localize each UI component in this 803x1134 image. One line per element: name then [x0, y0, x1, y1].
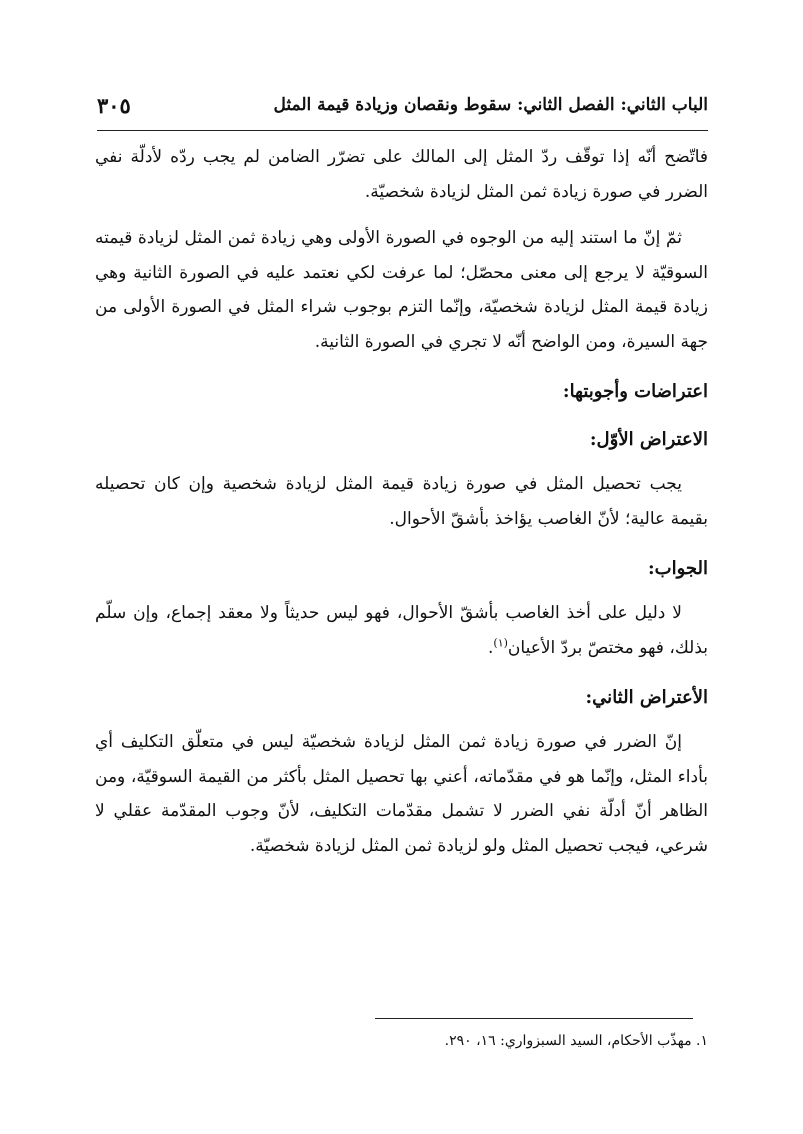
footnote: ١. مهذّب الأحكام، السيد السبزواري: ١٦، ٢٩٠.: [444, 1033, 708, 1049]
paragraph-first-objection: يجب تحصيل المثل في صورة زيادة قيمة المثل لزيادة شخصية وإن كان تحصيله بقيمة عالية؛ لأنّ الغاصب يؤاخذ بأشقّ الأحوال.: [95, 474, 708, 529]
heading-first-objection: الاعتراض الأوّل:: [589, 429, 708, 450]
paragraph-second-objection: إنّ الضرر في صورة زيادة ثمن المثل لزيادة شخصيّة ليس في متعلّق التكليف أي بأداء المثل، وإنّما هو في مقدّماته، أعني بها تحصيل المثل بأكثر من القيمة السوقيّة، ومن الظاهر أنّ أدلّة نفي الضرر لا تشمل مقدّمات التكليف، لأنّ وجوب المقدّمة عقلي لا شرعي، فيجب تحصيل المثل ولو لزيادة ثمن المثل لزيادة شخصيّة.: [95, 732, 708, 856]
paragraph-conclusion: فاتّضح أنّه إذا توقّف ردّ المثل إلى المالك على تضرّر الضامن لم يجب ردّه لأدلّة نفي الضرر في صورة زيادة ثمن المثل لزيادة شخصيّة.: [95, 147, 708, 202]
paragraph-gap: [95, 209, 708, 221]
footnote-reference[interactable]: (١): [493, 635, 508, 649]
heading-answer: الجواب:: [648, 558, 708, 579]
paragraph-gap: [95, 665, 708, 677]
heading-objections: اعتراضات وأجوبتها:: [562, 381, 708, 402]
footnote-rule: [375, 1018, 693, 1019]
paragraph-answer-text: لا دليل على أخذ الغاصب بأشقّ الأحوال، فهو ليس حديثاً ولا معقد إجماع، وإن سلّم بذلك، فهو مختصّ بردّ الأعيان: [95, 603, 708, 658]
paragraph-gap: [95, 359, 708, 371]
heading-second-objection: الأعتراض الثاني:: [585, 687, 708, 708]
paragraph-answer: [95, 596, 708, 665]
paragraph-argument: ثمّ إنّ ما استند إليه من الوجوه في الصورة الأولى وهي زيادة ثمن المثل لزيادة قيمته السوقيّة لا يرجع إلى معنى محصّل؛ لما عرفت لكي نعتمد عليه في الصورة الثانية وهي زيادة قيمة المثل لزيادة شخصيّة، وإنّما التزم بوجوب شراء المثل في الصورة الأولى من جهة السيرة، ومن الواضح أنّه لا تجري في الصورة الثانية.: [95, 228, 708, 352]
page-number: ٣٠٥: [97, 92, 131, 118]
paragraph-answer-end: .: [487, 637, 494, 658]
running-title: الباب الثاني: الفصل الثاني: سقوط ونقصان وزيادة قيمة المثل: [273, 95, 708, 115]
page-body: [95, 140, 708, 863]
page-header: [97, 82, 708, 128]
paragraph-gap: [95, 536, 708, 548]
header-rule: [97, 130, 708, 131]
